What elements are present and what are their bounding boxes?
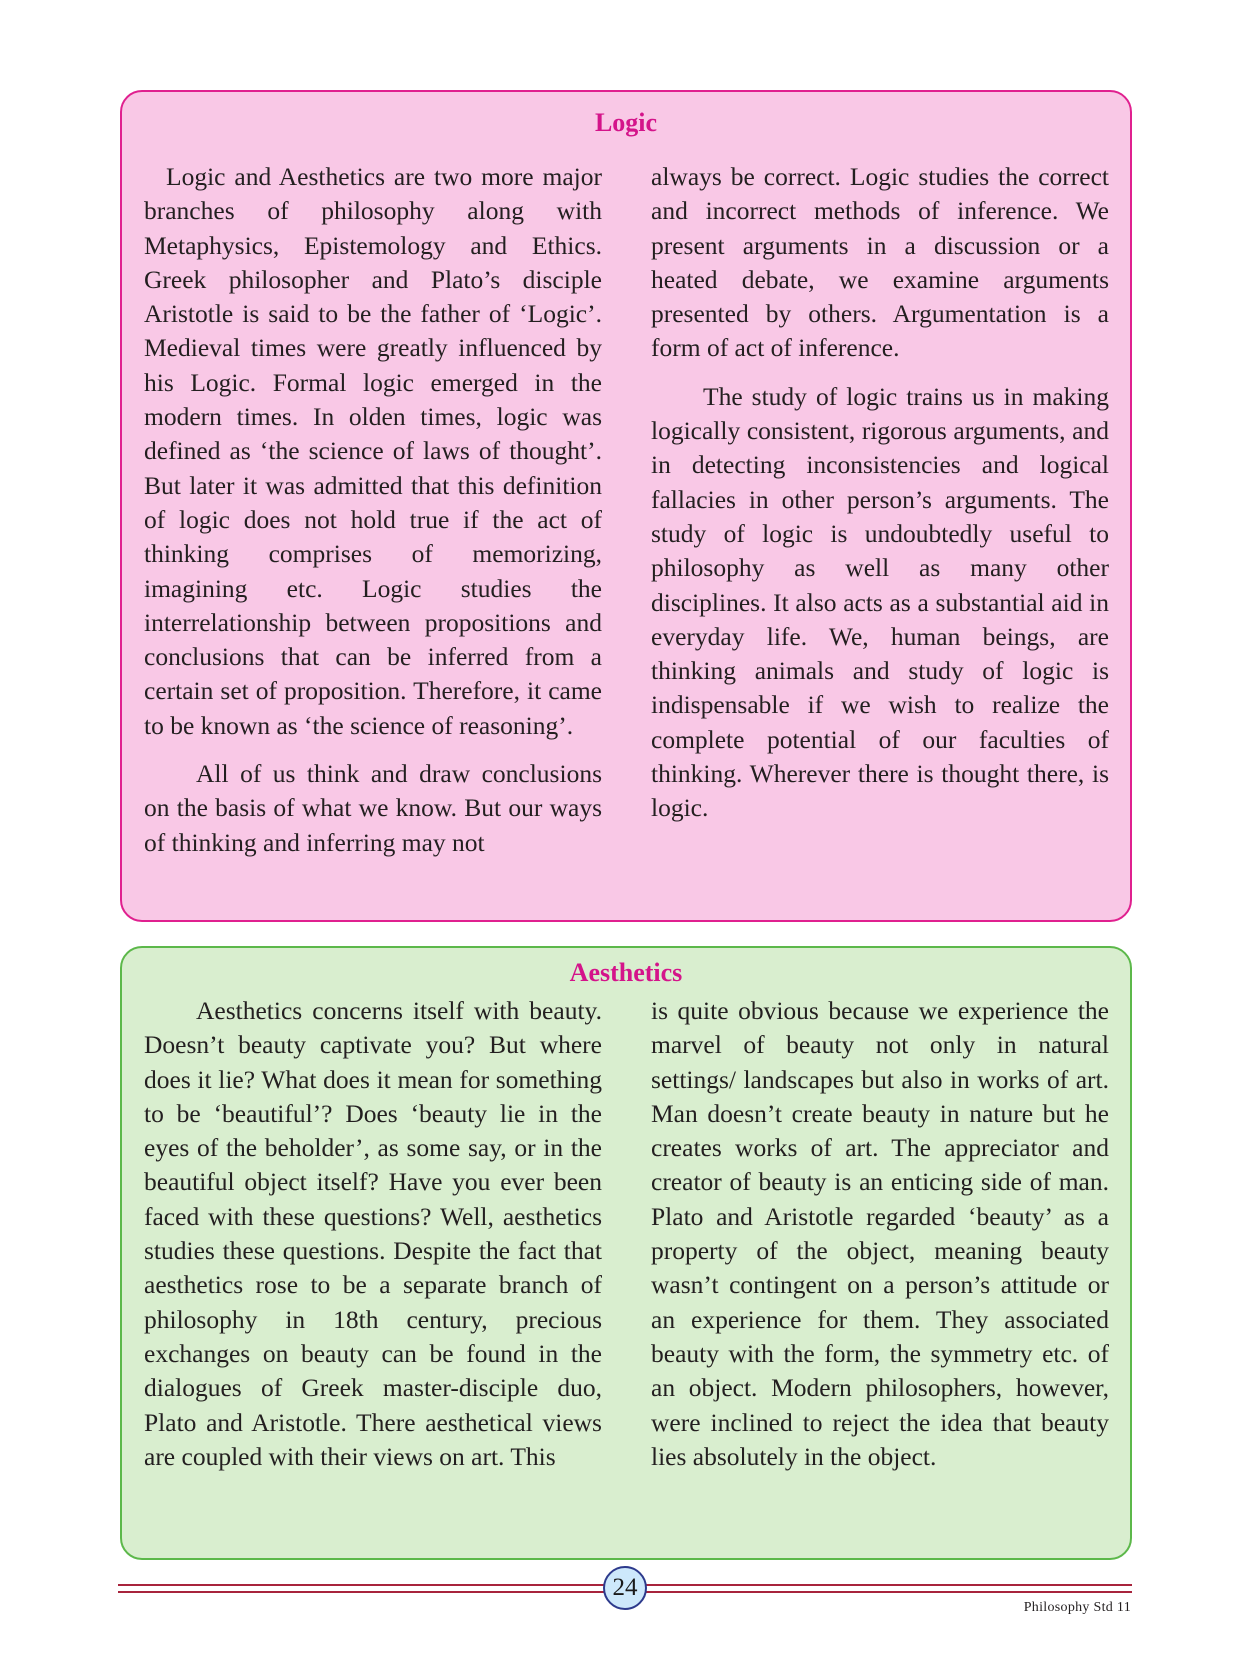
logic-paragraph-2: All of us think and draw conclusions on the basis of what we know. But our ways of thinking and inferring may not [144,759,602,857]
logic-left-column [144,160,602,860]
aesthetics-box [120,946,1132,1560]
logic-right-column [651,160,1109,826]
logic-paragraph-3: The study of logic trains us in making logically consistent, rigorous arguments, and in detecting inconsistencies and logical fallacies in other person’s arguments. The study of logic is undoubtedly useful to philosophy as well as many other disciplines. It also acts as a substantial aid in everyday life. We, human beings, are thinking animals and study of logic is indispensable if we wish to realize the complete potential of our faculties of thinking. Wherever there is thought there, is logic. [651,381,1109,823]
aesthetics-title: Aesthetics [569,958,683,987]
logic-box [120,90,1132,922]
logic-paragraph-2-continued: always be correct. Logic studies the correct and incorrect methods of inference. We present arguments in a discussion or a heated debate, we examine arguments presented by others. Argumentation is a form of act of inference. [651,162,1109,363]
aesthetics-paragraph: Aesthetics concerns itself with beauty. Doesn’t beauty captivate you? But where does it lie? What does it mean for something to be ‘beautiful’? Does ‘beauty lie in the eyes of the beholder’, as some say, or in the beautiful object itself? Have you ever been faced with these questions? Well, aesthetics studies these questions. Despite the fact that aesthetics rose to be a separate branch of philosophy in 18th century, precious exchanges on beauty can be found in the dialogues of Greek master-disciple duo, Plato and Aristotle. There aesthetical views are coupled with their views on art. This [144,996,602,1471]
logic-paragraph-1: Logic and Aesthetics are two more major branches of philosophy along with Metaphysics, Epistemology and Ethics. Greek philosopher and Plato’s disciple Aristotle is said to be the father of ‘Logic’. Medieval times were greatly influenced by his Logic. Formal logic emerged in the modern times. In olden times, logic was defined as ‘the science of laws of thought’. But later it was admitted that this definition of logic does not hold true if the act of thinking comprises of memorizing, imagining etc. Logic studies the interrelationship between propositions and conclusions that can be inferred from a certain set of proposition. Therefore, it came to be known as ‘the science of reasoning’. [144,162,602,740]
logic-title: Logic [594,108,658,137]
aesthetics-right-column [651,994,1109,1474]
page-number: 24 [603,1566,647,1610]
footer-caption: Philosophy Std 11 [1023,1600,1131,1615]
aesthetics-left-column [144,994,602,1474]
aesthetics-paragraph-continued: is quite obvious because we experience the marvel of beauty not only in natural settings/ landscapes but also in works of art. Man doesn’t create beauty in nature but he creates works of art. The appreciator and creator of beauty is an enticing side of man. Plato and Aristotle regarded ‘beauty’ as a property of the object, meaning beauty wasn’t contingent on a person’s attitude or an experience for them. They associated beauty with the form, the symmetry etc. of an object. Modern philosophers, however, were inclined to reject the idea that beauty lies absolutely in the object. [651,996,1109,1471]
